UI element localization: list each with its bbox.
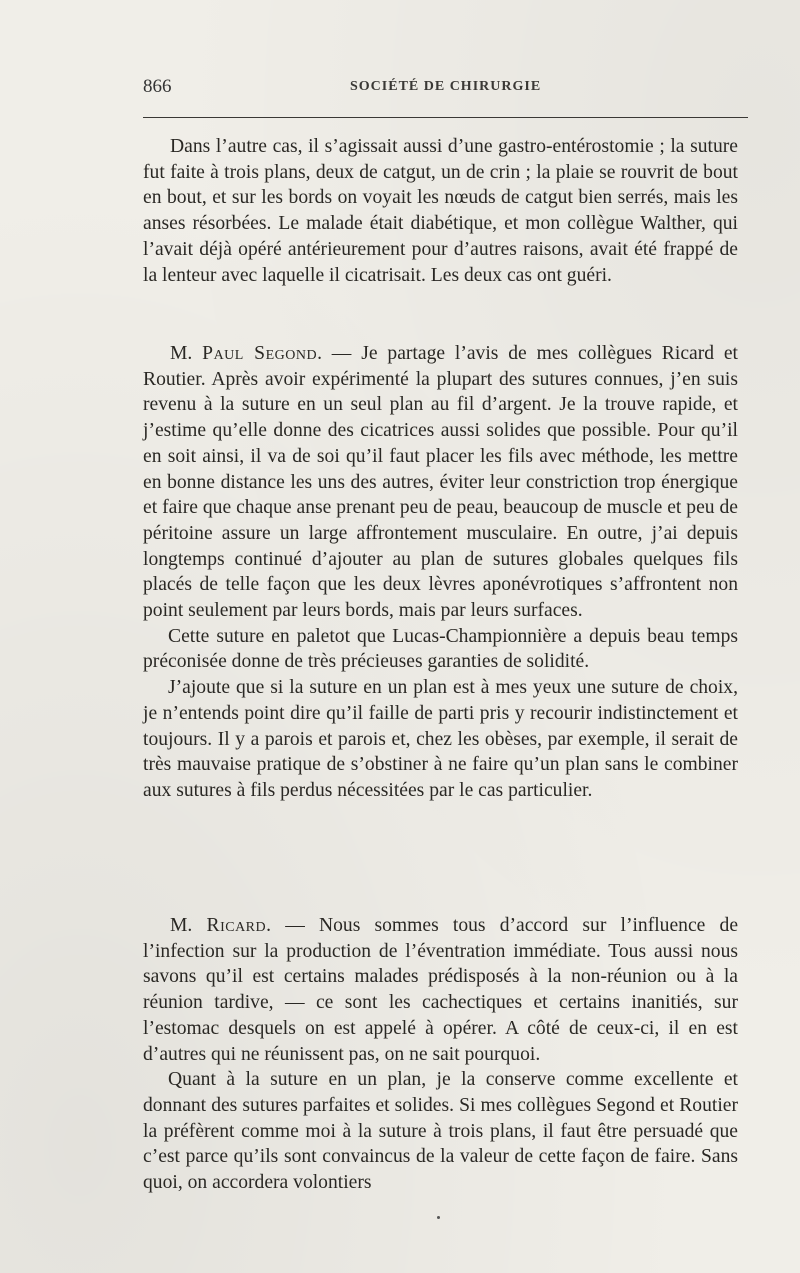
ricard-paragraph-1 <box>143 913 738 1067</box>
segond-paragraph-1 <box>143 341 738 624</box>
speaker-name: Paul Segond <box>202 343 318 364</box>
speaker-dash: . — <box>317 343 352 364</box>
journal-title: SOCIÉTÉ DE CHIRURGIE <box>350 79 542 94</box>
segond-section <box>143 341 738 804</box>
ricard-paragraph-2: Quant à la suture en un plan, je la conserve comme excellente et donnant des sutures parfaites et solides. Si mes collègues Segond et Routier la préfèrent comme moi à la suture à trois plans, il faut être persuadé que c’est parce qu’ils sont convaincus de la valeur de cette façon de faire. Sans quoi, on accordera volontiers <box>143 1069 738 1194</box>
paragraph-text: Je partage l’avis de mes collègues Ricard et Routier. Après avoir expérimenté la plupart des sutures connues, j’en suis revenu à la suture en un seul plan au fil d’argent. Je la trouve rapide, et j’estime qu’elle donne des cicatrices aussi solides que possible. Pour qu’il en soit ainsi, il va de soi qu’il faut placer les fils avec méthode, les mettre en bonne distance les uns des autres, éviter leur constriction trop énergique et faire que chaque anse prenant peu de peau, beaucoup de muscle et peu de péritoine assure un large affrontement musculaire. En outre, j’ai depuis longtemps continué d’ajouter au plan de sutures globales quelques fils placés de telle façon que les deux lèvres aponévrotiques s’affrontent non point seulement par leurs bords, mais par leurs surfaces. <box>143 343 739 622</box>
continuation-section <box>143 134 738 288</box>
running-head <box>143 76 738 100</box>
paragraph-text: Nous sommes tous d’accord sur l’influence de l’infection sur la production de l’éventration immédiate. Tous aussi nous savons qu’il est certains malades prédisposés à la non-réunion ou à la réunion tardive, — ce sont les cachectiques et certains inanitiés, sur l’estomac desquels on est appelé à opérer. A côté de ceux-ci, il en est d’autres qui ne réunissent pas, on ne sait pourquoi. <box>143 915 739 1065</box>
speaker-prefix: M. <box>170 915 193 936</box>
header-rule <box>143 117 748 118</box>
segond-paragraph-3: J’ajoute que si la suture en un plan est à mes yeux une suture de choix, je n’entends point dire qu’il faille de parti pris y recourir indistinctement et toujours. Il y a parois et parois et, chez les obèses, par exemple, il serait de très mauvaise pratique de s’obstiner à ne faire qu’un plan sans le combiner aux sutures à fils perdus nécessitées par le cas particulier. <box>143 677 738 801</box>
page-number: 866 <box>143 76 172 97</box>
continuation-paragraph: Dans l’autre cas, il s’agissait aussi d’une gastro-entérostomie ; la suture fut faite à trois plans, deux de catgut, un de crin ; la plaie se rouvrit de bout en bout, et sur les bords on voyait les nœuds de catgut bien serrés, mais les anses résorbées. Le malade était diabétique, et mon collègue Walther, qui l’avait déjà opéré antérieurement pour d’autres raisons, avait été frappé de la lenteur avec laquelle il cicatrisait. Les deux cas ont guéri. <box>143 136 738 286</box>
speaker-name: Ricard <box>206 915 267 936</box>
segond-paragraph-2: Cette suture en paletot que Lucas-Championnière a depuis beau temps préconisée donne de très précieuses garanties de solidité. <box>143 625 738 673</box>
speaker-dash: . — <box>266 915 305 936</box>
print-speck <box>437 1216 440 1219</box>
speaker-prefix: M. <box>170 343 193 364</box>
ricard-section <box>143 913 738 1196</box>
